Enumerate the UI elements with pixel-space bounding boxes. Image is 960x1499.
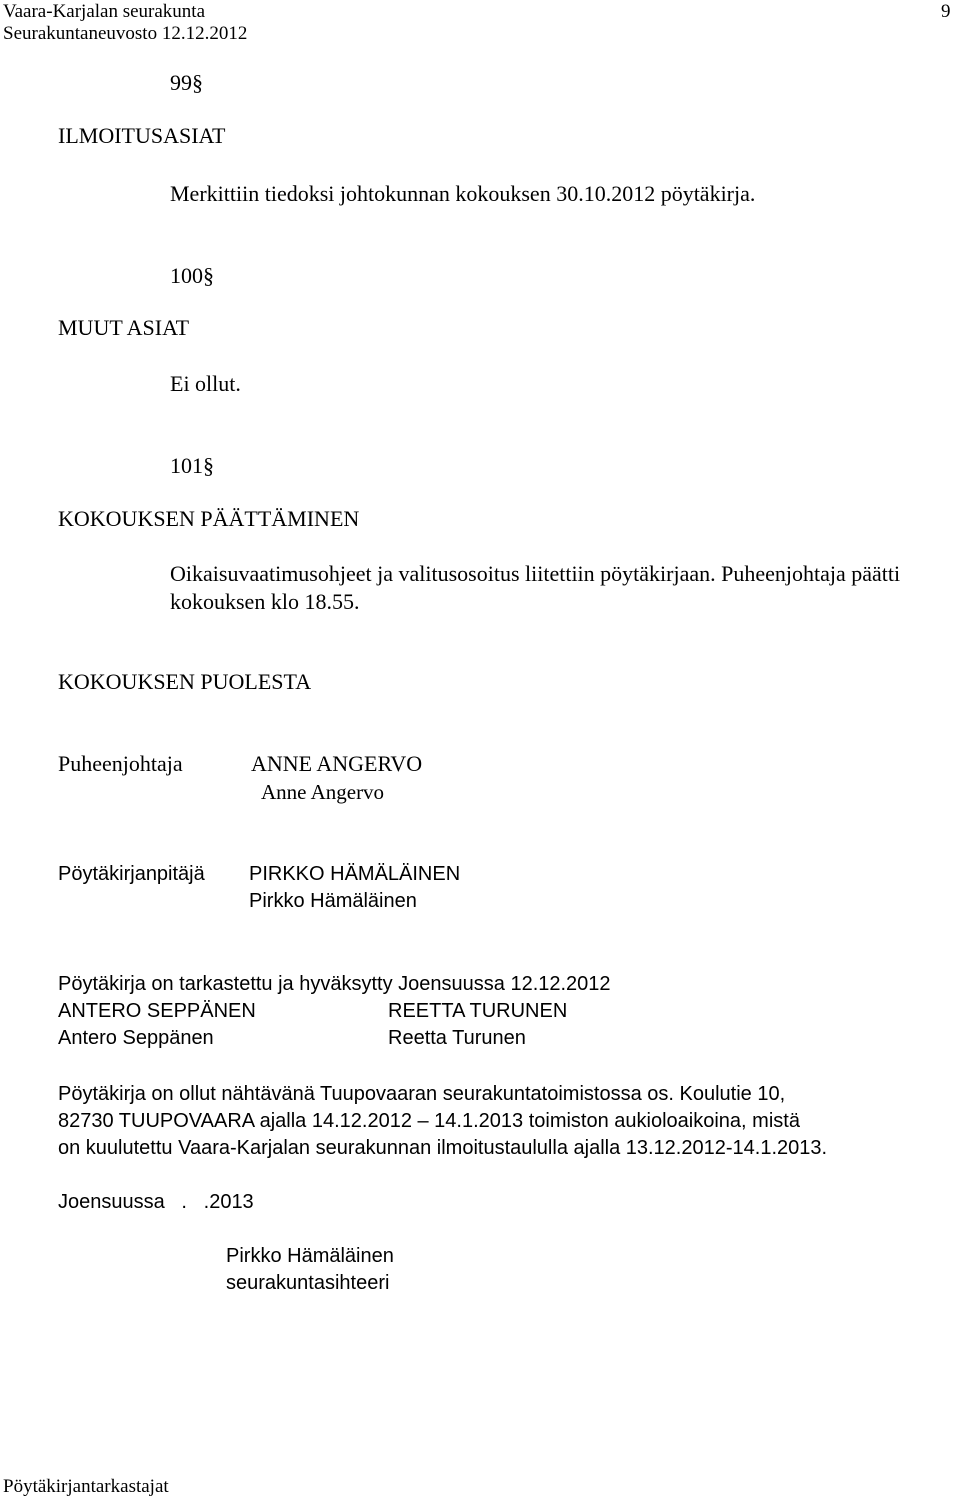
checker1-signature: Antero Seppänen [58, 1027, 214, 1049]
chair-signature: Anne Angervo [261, 780, 385, 804]
footer-label: Pöytäkirjantarkastajat [3, 1476, 169, 1497]
closing-place-date: Joensuussa . .2013 [58, 1191, 254, 1213]
section-body-99: Merkittiin tiedoksi johtokunnan kokouksen 30.10.2012 pöytäkirja. [170, 181, 756, 206]
verification-statement: Pöytäkirja on tarkastettu ja hyväksytty Joensuussa 12.12.2012 [58, 973, 611, 995]
section-body-101-line2: kokouksen klo 18.55. [170, 589, 360, 614]
section-number-101: 101§ [170, 453, 214, 478]
checker2-signature: Reetta Turunen [388, 1027, 526, 1049]
chair-name-caps: ANNE ANGERVO [251, 751, 423, 776]
closing-signer-title: seurakuntasihteeri [226, 1272, 390, 1294]
page-number: 9 [941, 1, 951, 22]
secretary-name-caps: PIRKKO HÄMÄLÄINEN [249, 863, 461, 885]
public-display-line2: 82730 TUUPOVAARA ajalla 14.12.2012 – 14.1.2013 toimiston aukioloaikoina, mistä [58, 1110, 800, 1132]
section-title-ilmoitusasiat: ILMOITUSASIAT [58, 123, 226, 148]
public-display-line3: on kuulutettu Vaara-Karjalan seurakunnan ilmoitustaululla ajalla 13.12.2012-14.1.2013. [58, 1137, 828, 1159]
section-body-100: Ei ollut. [170, 371, 241, 396]
secretary-signature: Pirkko Hämäläinen [249, 890, 417, 912]
checker1-name-caps: ANTERO SEPPÄNEN [58, 1000, 256, 1022]
section-number-100: 100§ [170, 263, 214, 288]
public-display-line1: Pöytäkirja on ollut nähtävänä Tuupovaaran seurakuntatoimistossa os. Koulutie 10, [58, 1083, 786, 1105]
header-meeting: Seurakuntaneuvosto 12.12.2012 [3, 23, 248, 44]
section-title-muut-asiat: MUUT ASIAT [58, 315, 190, 340]
section-body-101-line1: Oikaisuvaatimusohjeet ja valitusosoitus liitettiin pöytäkirjaan. Puheenjohtaja päätti [170, 561, 901, 586]
checker2-name-caps: REETTA TURUNEN [388, 1000, 568, 1022]
section-title-kokouksen-paattaminen: KOKOUKSEN PÄÄTTÄMINEN [58, 506, 360, 531]
header-organization: Vaara-Karjalan seurakunta [3, 1, 206, 22]
signatures-heading: KOKOUKSEN PUOLESTA [58, 669, 312, 694]
secretary-role: Pöytäkirjanpitäjä [58, 863, 205, 885]
section-number-99: 99§ [170, 70, 203, 95]
chair-role: Puheenjohtaja [58, 751, 183, 776]
closing-signer-name: Pirkko Hämäläinen [226, 1245, 394, 1267]
